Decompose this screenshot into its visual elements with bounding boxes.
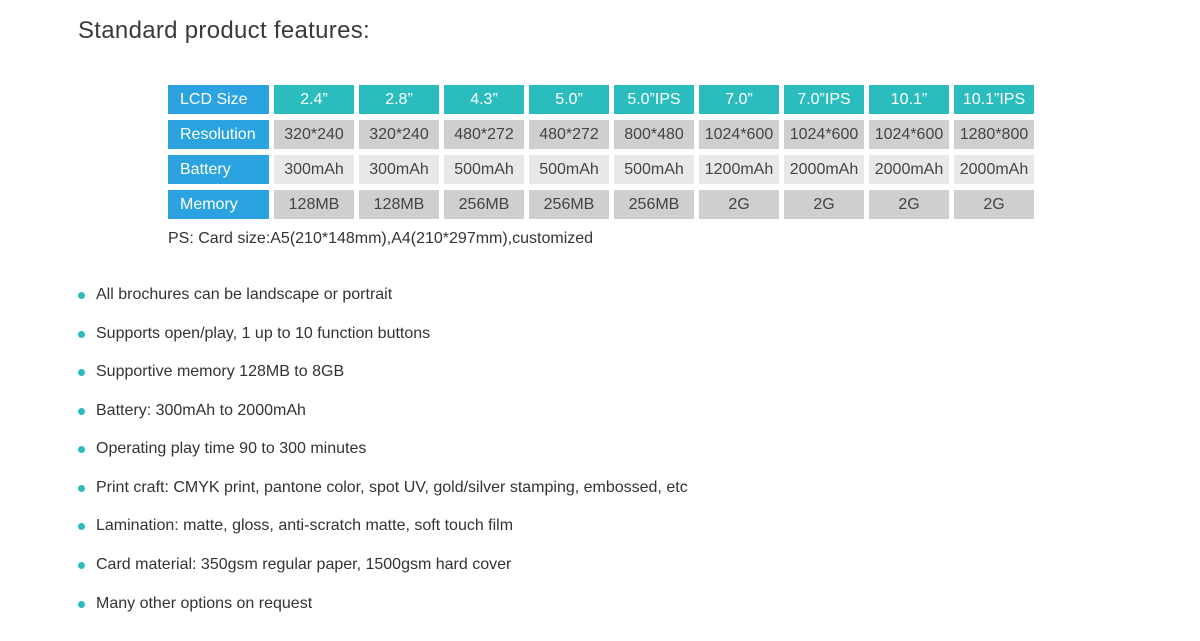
feature-text: All brochures can be landscape or portrait (96, 286, 393, 303)
spec-table (168, 85, 1034, 219)
memory-cell: 128MB (274, 190, 354, 219)
resolution-cell: 1024*600 (869, 120, 949, 149)
list-item (78, 595, 312, 613)
bullet-icon (78, 446, 85, 453)
list-item (78, 517, 513, 535)
bullet-icon (78, 601, 85, 608)
lcd-size-cell: 4.3” (444, 85, 524, 114)
row-label-resolution: Resolution (168, 120, 269, 149)
resolution-cell: 480*272 (529, 120, 609, 149)
resolution-cell: 1024*600 (699, 120, 779, 149)
row-label-battery: Battery (168, 155, 269, 184)
battery-cell: 500mAh (529, 155, 609, 184)
feature-text: Many other options on request (96, 595, 313, 612)
list-item (78, 286, 392, 304)
lcd-size-cell: 7.0” (699, 85, 779, 114)
resolution-cell: 320*240 (274, 120, 354, 149)
row-label-memory: Memory (168, 190, 269, 219)
bullet-icon (78, 523, 85, 530)
bullet-icon (78, 331, 85, 338)
lcd-size-cell: 5.0”IPS (614, 85, 694, 114)
battery-cell: 1200mAh (699, 155, 779, 184)
lcd-size-cell: 10.1”IPS (954, 85, 1034, 114)
resolution-cell: 320*240 (359, 120, 439, 149)
bullet-icon (78, 562, 85, 569)
list-item (78, 402, 306, 420)
feature-text: Print craft: CMYK print, pantone color, spot UV, gold/silver stamping, embossed, etc (96, 479, 688, 496)
lcd-size-cell: 7.0”IPS (784, 85, 864, 114)
resolution-cell: 1024*600 (784, 120, 864, 149)
battery-cell: 2000mAh (784, 155, 864, 184)
lcd-size-cell: 2.4” (274, 85, 354, 114)
page-title: Standard product features: (78, 17, 370, 44)
battery-cell: 2000mAh (954, 155, 1034, 184)
bullet-icon (78, 369, 85, 376)
memory-cell: 256MB (444, 190, 524, 219)
lcd-size-cell: 10.1” (869, 85, 949, 114)
memory-cell: 2G (699, 190, 779, 219)
feature-text: Battery: 300mAh to 2000mAh (96, 402, 306, 419)
bullet-icon (78, 485, 85, 492)
list-item (78, 440, 366, 458)
lcd-size-cell: 5.0” (529, 85, 609, 114)
memory-cell: 2G (784, 190, 864, 219)
battery-cell: 300mAh (359, 155, 439, 184)
bullet-icon (78, 408, 85, 415)
battery-cell: 500mAh (444, 155, 524, 184)
feature-text: Lamination: matte, gloss, anti-scratch matte, soft touch film (96, 517, 514, 534)
memory-cell: 2G (954, 190, 1034, 219)
feature-text: Card material: 350gsm regular paper, 1500gsm hard cover (96, 556, 512, 573)
list-item (78, 325, 430, 343)
bullet-icon (78, 292, 85, 299)
card-size-note: PS: Card size:A5(210*148mm),A4(210*297mm),customized (168, 230, 594, 247)
resolution-cell: 480*272 (444, 120, 524, 149)
memory-cell: 2G (869, 190, 949, 219)
resolution-cell: 800*480 (614, 120, 694, 149)
memory-cell: 256MB (614, 190, 694, 219)
lcd-size-cell: 2.8” (359, 85, 439, 114)
memory-cell: 256MB (529, 190, 609, 219)
memory-cell: 128MB (359, 190, 439, 219)
list-item (78, 479, 688, 497)
feature-text: Supports open/play, 1 up to 10 function buttons (96, 325, 431, 342)
battery-cell: 500mAh (614, 155, 694, 184)
list-item (78, 556, 511, 574)
feature-text: Operating play time 90 to 300 minutes (96, 440, 367, 457)
resolution-cell: 1280*800 (954, 120, 1034, 149)
list-item (78, 363, 344, 381)
table-header-label: LCD Size (168, 85, 269, 114)
battery-cell: 300mAh (274, 155, 354, 184)
feature-text: Supportive memory 128MB to 8GB (96, 363, 345, 380)
battery-cell: 2000mAh (869, 155, 949, 184)
